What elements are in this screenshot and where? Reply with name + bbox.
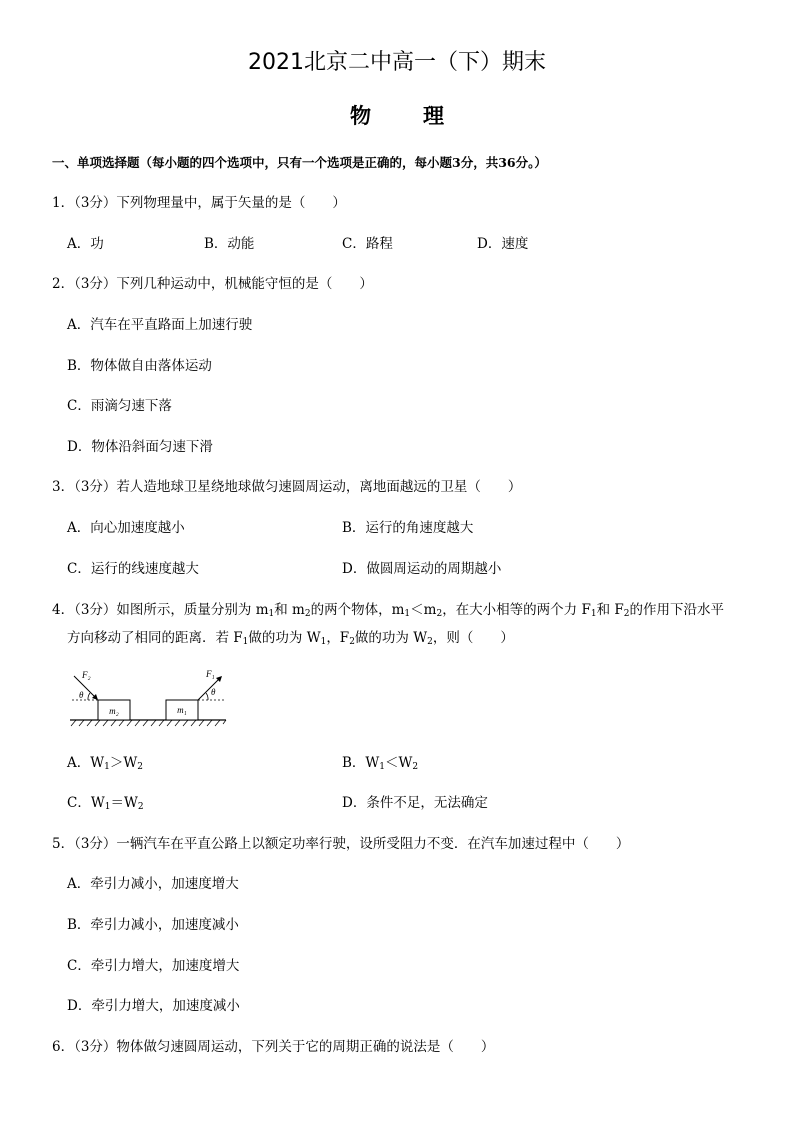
question-4-option-c: C．$W_1=W_2$ [67,795,144,812]
page-title: 2021北京二中高一（下）期末 [248,50,546,75]
question-5-stem: 5．（3分）一辆汽车在平直公路上以额定功率行驶，设所受阻力不变．在汽车加速过程中（ ） [52,836,630,852]
question-3-option-b: B．运行的角速度越大 [342,520,474,536]
question-1-option-d: D．速度 [477,236,529,252]
question-1-option-c: C．路程 [342,236,393,252]
force-f1-label: F₁ [206,669,215,679]
section-heading: 一、单项选择题（每小题的四个选项中，只有一个选项是正确的，每小题3分，共36分。） [52,155,547,170]
question-3-stem: 3．（3分）若人造地球卫星绕地球做匀速圆周运动，离地面越远的卫星（ ） [52,479,522,495]
question-2-stem: 2．（3分）下列几种运动中，机械能守恒的是（ ） [52,276,373,292]
question-4-stem-line-1: 4．（3分）如图所示，质量分别为 $m_1$和 $m_2$的两个物体，$m_1<m_2$，在大小相等的两个力 $F_1$和 $F_2$的作用下沿水平 [52,602,724,619]
subject-title [0,106,794,127]
question-4-option-d: D．条件不足，无法确定 [342,795,488,811]
force-f2-label: F₂ [82,670,91,680]
question-1-option-a: A．功 [67,236,104,252]
question-2-option-a: A．汽车在平直路面上加速行驶 [67,317,253,333]
question-5-option-c: C．牵引力增大，加速度增大 [67,958,240,974]
question-5-option-d: D．牵引力增大，加速度减小 [67,998,240,1014]
question-4-stem-line-2: 方向移动了相同的距离．若 $F_1$做的功为 $W_1$，$F_2$做的功为 $W_2$，则（ ） [67,630,514,647]
theta-right-label: θ [211,687,216,697]
angle-arc-right [206,693,208,700]
question-1-option-b: B．动能 [204,236,255,252]
subject-char-2: 理 [423,104,444,128]
subject-char-1: 物 [350,104,371,128]
block-m2-label: m₂ [109,706,119,716]
ground-hatch [71,720,226,726]
question-2-option-d: D．物体沿斜面匀速下滑 [67,439,213,455]
angle-arc-left [88,693,90,700]
question-6-stem: 6．（3分）物体做匀速圆周运动，下列关于它的周期正确的说法是（ ） [52,1039,495,1055]
question-4-option-b: B．$W_1<W_2$ [342,755,419,772]
block-m1-label: m₁ [177,705,187,715]
question-5-option-a: A．牵引力减小，加速度增大 [67,876,239,892]
force-diagram [66,668,230,728]
question-5-option-b: B．牵引力减小，加速度减小 [67,917,239,933]
question-3-option-a: A．向心加速度越小 [67,520,185,536]
question-2-option-c: C．雨滴匀速下落 [67,398,172,414]
force-f1-arrow [198,678,220,700]
question-3-option-d: D．做圆周运动的周期越小 [342,561,502,577]
question-3-option-c: C．运行的线速度越大 [67,561,199,577]
theta-left-label: θ [79,690,84,700]
question-2-option-b: B．物体做自由落体运动 [67,358,212,374]
question-1-stem: 1．（3分）下列物理量中，属于矢量的是（ ） [52,195,346,211]
question-4-option-a: A．$W_1>W_2$ [67,755,143,772]
